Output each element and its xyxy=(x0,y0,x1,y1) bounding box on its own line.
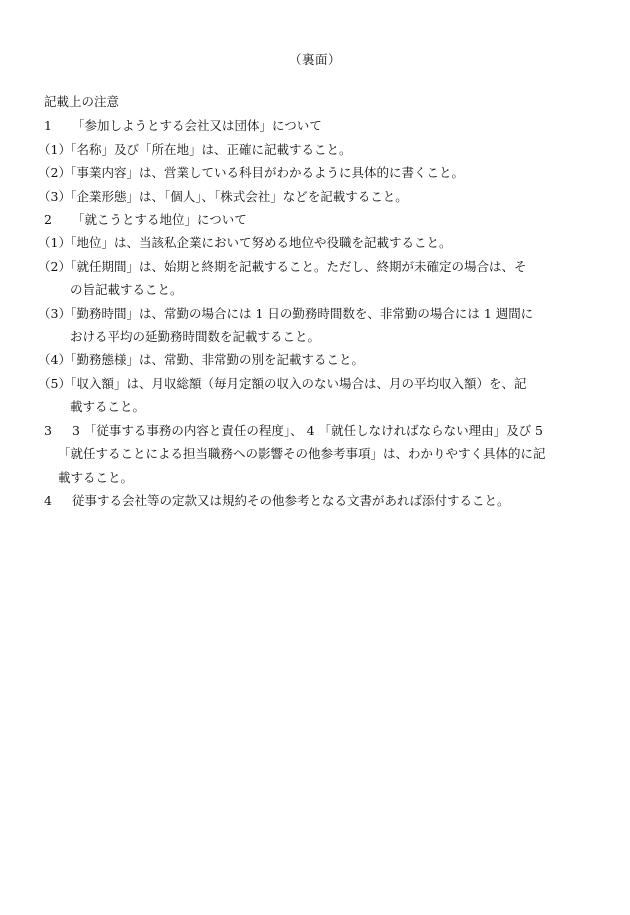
item-text-continuation: の旨記載すること。 xyxy=(70,282,183,298)
item-text-continuation: 載すること。 xyxy=(70,399,146,415)
notes-title: 記載上の注意 xyxy=(44,94,120,109)
section-number: 4 xyxy=(44,492,52,508)
item-number: （1） xyxy=(38,141,71,157)
section-title: 「参加しようとする会社又は団体」について xyxy=(72,118,322,134)
item-text: 「勤務時間」は、常勤の場合には 1 日の勤務時間数を、非常勤の場合には 1 週間に xyxy=(64,305,534,321)
section-number: 3 xyxy=(44,422,52,438)
section-number: 2 xyxy=(44,212,52,228)
section-text: 3 「従事する事務の内容と責任の程度」、 4 「就任しなければならない理由」及び 5 xyxy=(72,422,544,438)
section-2-item-4 xyxy=(38,348,592,371)
section-3 xyxy=(44,419,592,489)
section-1-heading xyxy=(44,114,592,137)
section-text-continuation: 「就任することによる担当職務への影響その他参考事項」は、わかりやすく具体的に記 xyxy=(58,446,546,462)
notes-section xyxy=(38,90,592,512)
item-number: （4） xyxy=(38,352,71,368)
page-header: （裏面） xyxy=(288,52,341,67)
section-title: 「就こうとする地位」について xyxy=(72,212,247,228)
item-text: 「事業内容」は、営業している科目がわかるように具体的に書くこと。 xyxy=(64,165,465,181)
section-4 xyxy=(44,489,592,512)
item-number: （1） xyxy=(38,235,71,251)
item-number: （5） xyxy=(38,375,71,391)
item-text: 「収入額」は、月収総額（毎月定額の収入のない場合は、月の平均収入額）を、記 xyxy=(64,375,527,391)
item-text: 「名称」及び「所在地」は、正確に記載すること。 xyxy=(64,141,352,157)
item-number: （2） xyxy=(38,165,71,181)
item-text: 「企業形態」は、「個人」、「株式会社」などを記載すること。 xyxy=(64,188,408,204)
item-text: 「地位」は、当該私企業において努める地位や役職を記載すること。 xyxy=(64,235,452,251)
section-text: 従事する会社等の定款又は規約その他参考となる文書があれば添付すること。 xyxy=(72,492,510,508)
item-number: （3） xyxy=(38,188,71,204)
section-2-item-5 xyxy=(38,372,592,395)
item-number: （2） xyxy=(38,258,71,274)
section-number: 1 xyxy=(44,118,52,134)
section-text-continuation: 載すること。 xyxy=(58,469,134,485)
item-number: （3） xyxy=(38,305,71,321)
section-2-item-2 xyxy=(38,255,592,278)
section-2-item-1 xyxy=(38,231,592,254)
item-text: 「勤務態様」は、常勤、非常勤の別を記載すること。 xyxy=(64,352,365,368)
item-text: 「就任期間」は、始期と終期を記載すること。ただし、終期が未確定の場合は、そ xyxy=(64,258,527,274)
section-2-item-3 xyxy=(38,302,592,325)
section-1-item-3 xyxy=(38,185,592,208)
section-2-heading xyxy=(44,208,592,231)
section-1-item-2 xyxy=(38,161,592,184)
item-text-continuation: おける平均の延勤務時間数を記載すること。 xyxy=(70,329,321,345)
section-1-item-1 xyxy=(38,138,592,161)
